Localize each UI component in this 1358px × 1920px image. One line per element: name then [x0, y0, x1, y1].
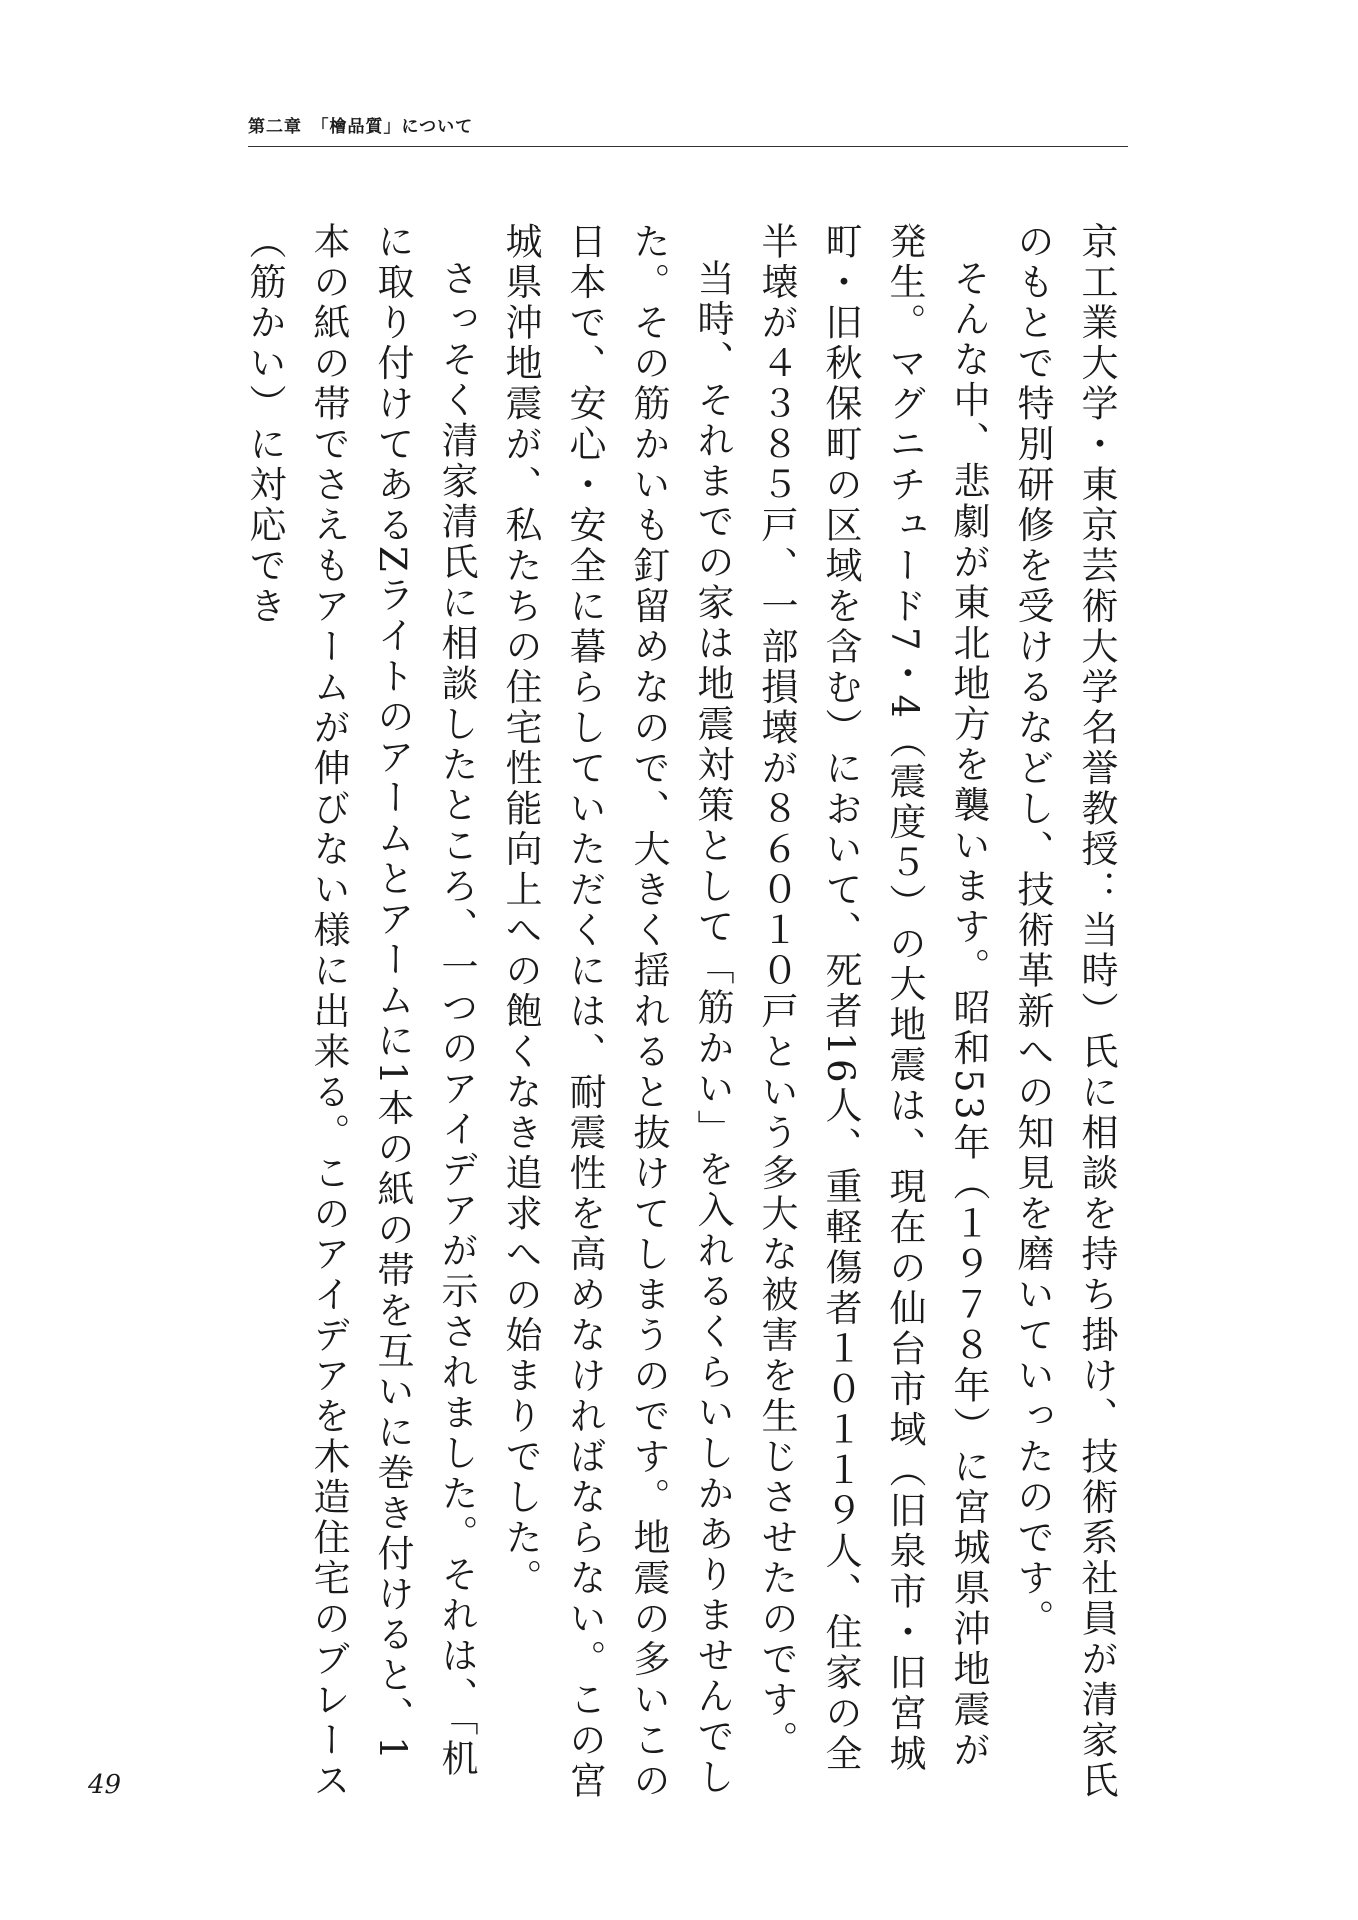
- running-header: 第二章 「檜品質」について: [248, 117, 474, 137]
- paragraph-idea: さっそく清家清氏に相談したところ、一つのアイデアが示されました。それは、「机に取り付けてあるZライトのアームとアームに1本の紙の帯を互いに巻き付けると、1本の紙の帯でさえもアームが伸びない様に出来る。このアイデアを木造住宅のブレース（筋かい）に対応でき: [243, 222, 478, 1802]
- page-number: 49: [88, 1770, 122, 1800]
- paragraph-continued: 京工業大学・東京芸術大学名誉教授：当時）氏に相談を持ち掛け、技術系社員が清家氏のもとで特別研修を受けるなどし、技術革新への知見を磨いていったのです。: [1011, 222, 1118, 1802]
- paragraph-earthquake: そんな中、悲劇が東北地方を襲います。昭和53年（１９７８年）に宮城県沖地震が発生。マグニチュード7・4（震度５）の大地震は、現在の仙台市域（旧泉市・旧宮城町・旧秋保町の区域を含む）において、死者16人、重軽傷者１０１１９人、住家の全半壊が４３８５戸、一部損壊が８６０１０戸という多大な被害を生じさせたのです。: [755, 222, 990, 1775]
- paragraph-bracing: 当時、それまでの家は地震対策として「筋かい」を入れるくらいしかありませんでした。その筋かいも釘留めなので、大きく揺れると抜けてしまうのです。地震の多いこの日本で、安心・安全に暮らしていただくには、耐震性を高めなければならない。この宮城県沖地震が、私たちの住宅性能向上への飽くなき追求への始まりでした。: [499, 222, 734, 1802]
- body-text: [243, 222, 1128, 1802]
- header-divider: [248, 146, 1128, 147]
